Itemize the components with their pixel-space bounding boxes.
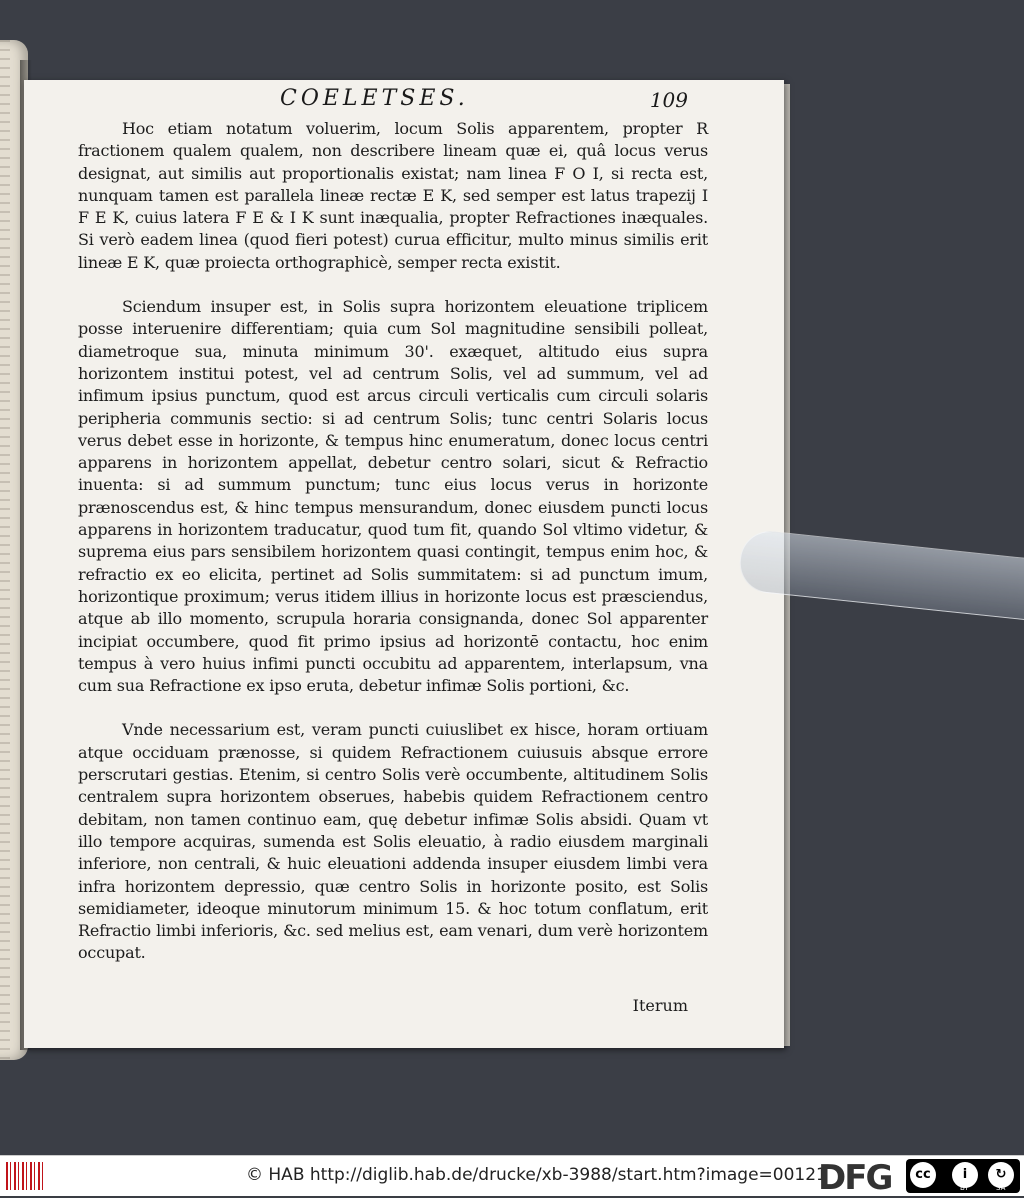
cc-icon: cc (910, 1162, 936, 1188)
paragraph-2-text: Sciendum insuper est, in Solis supra horizontem eleuatione triplicem posse interuenire differentiam; quia cum Sol magnitudine sensibili polleat, diametroque sua, minuta minimum 30'. exæquet, altitudo eius supra horizontem institui potest, vel ad centrum Solis, vel ad summum, vel ad infimum ipsius punctum, quod est arcus circuli verticalis cum circuli solaris peripheria communis sectio: si ad centrum Solis; tunc centri Solaris locus verus debet esse in horizonte, & tempus hinc enumeratum, donec locus centri apparens in horizontem appellat, debetur centro solari, sicut & Refractio inuenta: si ad summum punctum; tunc eius locus verus in horizonte prænoscendus est, & hinc tempus mensurandum, donec eiusdem puncti locus apparens in horizontem traducatur, quod tum fit, quando Sol vltimo videtur, & suprema eius pars sensibilem horizontem quasi contingit, tempus enim hoc, & refractio ex eo elicita, pertinet ad Solis summitatem: si ad punctum imum, horizontique proximum; verus itidem illius in horizonte locus est præsciendus, atque ab illo momento, scrupula horaria consignanda, donec Sol apparenter incipiat occumbere, quod fit primo ipsius ad horizontē contactu, hoc enim tempus à vero huius infimi puncti occubitu ad apparentem, interlapsum, vna cum sua Refractione ex ipso eruta, debetur infimæ Solis portioni, &c. (78, 297, 708, 696)
sa-label: SA (996, 1184, 1006, 1192)
paragraph-3 (78, 719, 708, 964)
running-head: COELETSES. (280, 86, 469, 111)
share-alike-icon: ↻ (988, 1162, 1014, 1188)
paragraph-3-text: Vnde necessarium est, veram puncti cuiuslibet ex hisce, horam ortiuam atque occiduam prænosse, si quidem Refractionem cuiusuis absque errore perscrutari gestias. Etenim, si centro Solis verè occumbente, altitudinem Solis centralem supra horizontem obserues, habebis quidem Refractionem centro debitam, non tamen continuo eam, quę debetur infimæ Solis absidi. Quam vt illo tempore acquiras, sumenda est Solis eleuatio, à radio eiusdem marginali inferiore, non centrali, & huic eleuationi addenda insuper eiusdem limbi vera infra horizontem depressio, quæ centro Solis in horizonte posito, est Solis semidiameter, ideoque minutorum minimum 15. & hoc totum conflatum, erit Refractio limbi inferioris, &c. sed melius est, eam venari, dum verè horizontem occupat. (78, 720, 708, 963)
page-number: 109 (649, 88, 688, 112)
paragraph-1-text: Hoc etiam notatum voluerim, locum Solis apparentem, propter R fractionem qualem qualem, non describere lineam quæ ei, quâ locus verus designat, aut similis aut proportionalis existat; nam linea F O I, si recta est, nunquam tamen est parallela lineæ rectæ E K, sed semper est latus trapezij I F E K, cuius latera F E & I K sunt inæqualia, propter Refractiones inæquales. Si verò eadem linea (quod fieri potest) curua efficitur, multo minus similis erit lineæ E K, quæ proiecta orthographicè, semper recta existit. (78, 119, 708, 272)
book-page (24, 80, 784, 1048)
by-label: BY (960, 1184, 969, 1192)
paragraph-1 (78, 118, 708, 274)
page-header (24, 86, 784, 116)
copyright-link[interactable]: © HAB http://diglib.hab.de/drucke/xb-3988/start.htm?image=00121 (246, 1165, 827, 1185)
body-text (78, 118, 708, 987)
viewer-footer (0, 1155, 1024, 1196)
dfg-logo[interactable]: DFG (818, 1158, 892, 1198)
paragraph-2 (78, 296, 708, 697)
cc-license-badge[interactable] (906, 1159, 1020, 1193)
hab-barcode-logo-icon (6, 1162, 46, 1190)
attribution-icon: i (952, 1162, 978, 1188)
catchword: Iterum (632, 996, 688, 1015)
